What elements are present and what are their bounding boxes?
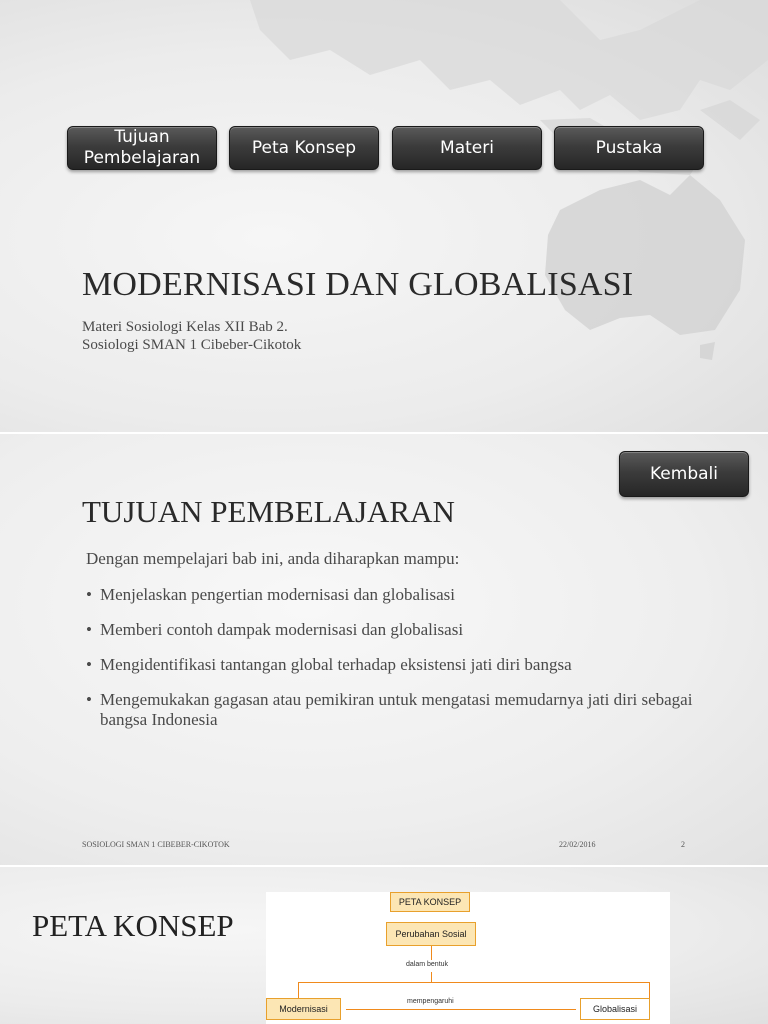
diagram-relation-label: dalam bentuk [406, 961, 449, 968]
diagram-globalisasi-box: Globalisasi [580, 998, 650, 1020]
slide-subtitle-line-1: Materi Sosiologi Kelas XII Bab 2. [82, 319, 288, 335]
back-button-label: Kembali [650, 463, 718, 484]
nav-button-label: Peta Konsep [251, 137, 357, 158]
diagram-connector [431, 972, 432, 982]
diagram-root-box: Perubahan Sosial [386, 922, 476, 946]
footer-date: 22/02/2016 [559, 840, 596, 849]
objectives-list [86, 585, 706, 745]
diagram-relation-label: mempengaruhi [407, 998, 454, 1005]
diagram-connector [346, 1009, 576, 1010]
footer-school: SOSIOLOGI SMAN 1 CIBEBER-CIKOTOK [82, 840, 230, 849]
nav-button-label: Pustaka [595, 137, 663, 158]
objectives-intro: Dengan mempelajari bab ini, anda diharapkan mampu: [86, 549, 460, 568]
diagram-header-box: PETA KONSEP [390, 892, 470, 912]
list-item: • Menjelaskan pengertian modernisasi dan globalisasi [86, 585, 456, 604]
bullet-icon: • [86, 620, 92, 639]
bullet-icon: • [86, 585, 92, 604]
list-item: • Mengidentifikasi tantangan global terhadap eksistensi jati diri bangsa [86, 655, 572, 674]
concept-map-diagram [266, 892, 670, 1024]
nav-button-materi[interactable] [392, 126, 542, 170]
nav-button-tujuan-pembelajaran[interactable] [67, 126, 217, 170]
diagram-connector [298, 982, 299, 998]
diagram-connector [298, 982, 649, 983]
diagram-connector [431, 946, 432, 960]
slide-title: MODERNISASI DAN GLOBALISASI [82, 266, 634, 303]
diagram-connector [649, 982, 650, 998]
bullet-icon: • [86, 690, 92, 709]
nav-button-label: Tujuan Pembelajaran [83, 127, 201, 168]
slide-subtitle-line-2: Sosiologi SMAN 1 Cibeber-Cikotok [82, 337, 302, 353]
bullet-icon: • [86, 655, 92, 674]
concept-map-title: PETA KONSEP [32, 908, 234, 943]
world-map-background [0, 0, 768, 432]
objectives-title: TUJUAN PEMBELAJARAN [82, 494, 455, 529]
footer-page-number: 2 [681, 840, 685, 849]
list-item: • Mengemukakan gagasan atau pemikiran untuk mengatasi memudarnya jati diri sebagai bangsa Indonesia [86, 690, 693, 729]
nav-button-peta-konsep[interactable] [229, 126, 379, 170]
back-button[interactable] [619, 451, 749, 497]
diagram-modernisasi-box: Modernisasi [266, 998, 341, 1020]
nav-button-pustaka[interactable] [554, 126, 704, 170]
nav-button-label: Materi [440, 137, 494, 158]
title-slide [0, 0, 768, 432]
list-item: • Memberi contoh dampak modernisasi dan globalisasi [86, 620, 464, 639]
